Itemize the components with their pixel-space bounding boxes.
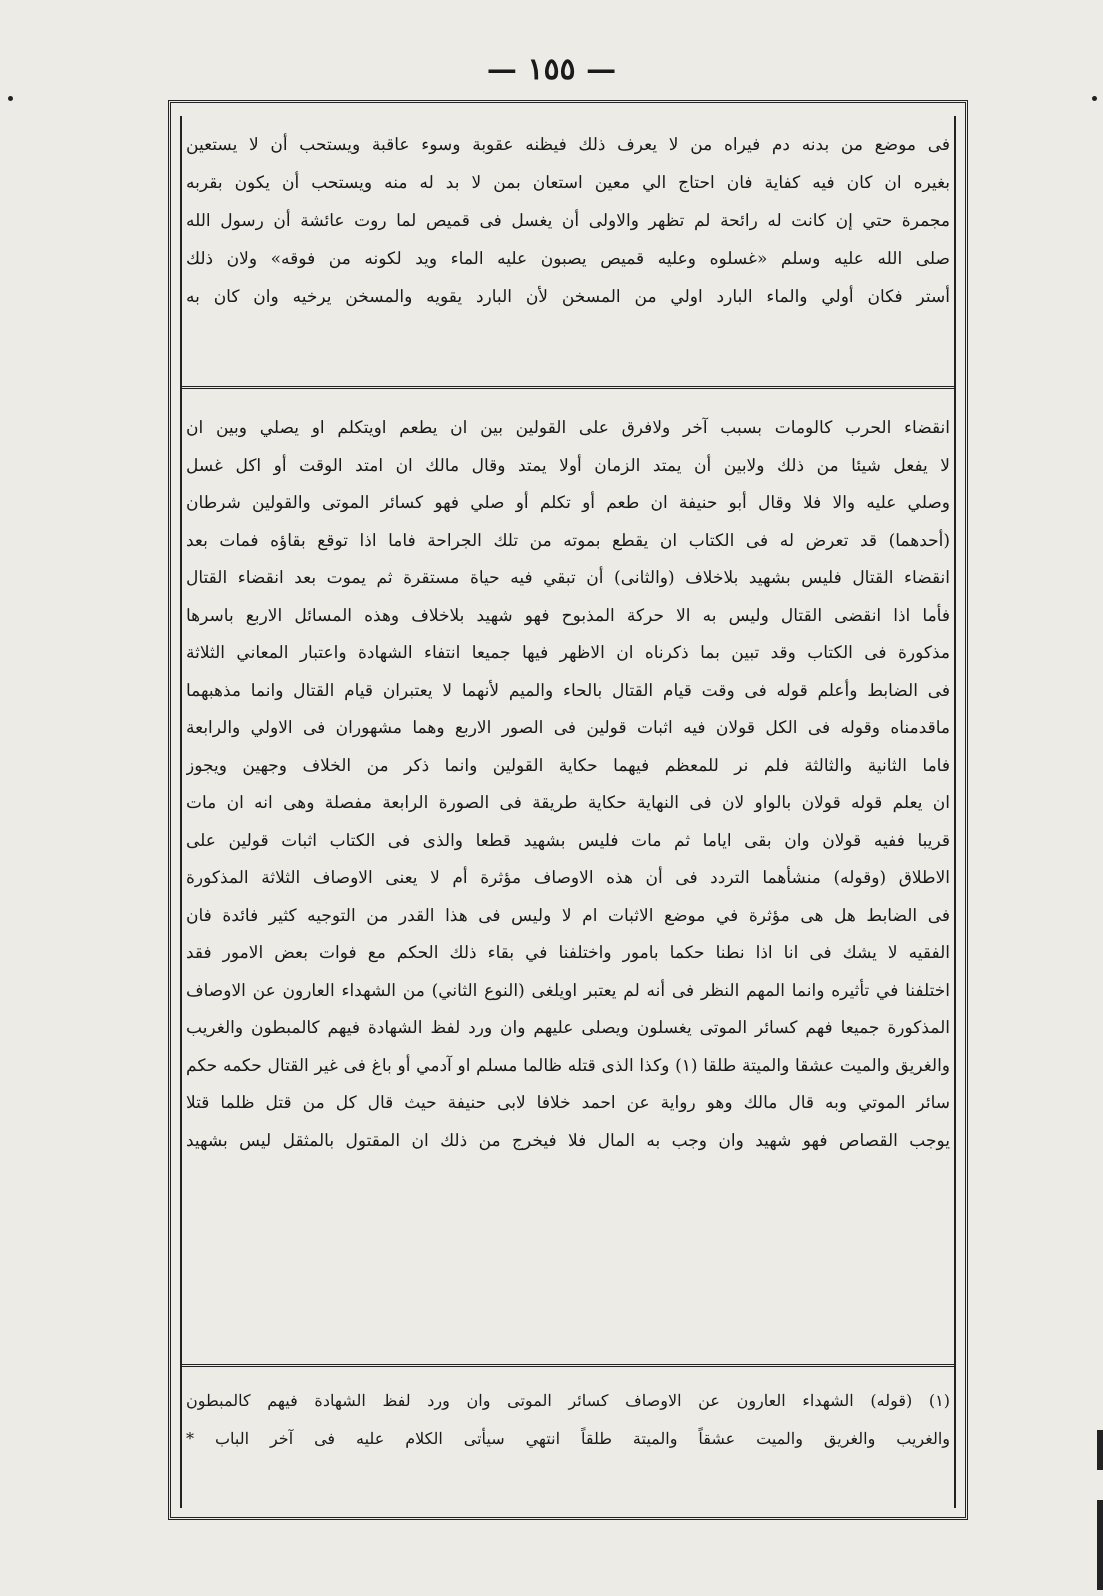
footnote-line: (١) (قوله) الشهداء العارون عن الاوصاف كسائر الموتى وان ورد لفظ الشهادة فيهم كالمبطون [186,1391,950,1410]
text-line: انقضاء الحرب كالومات بسبب آخر ولافرق على القولين بين ان يطعم اويتكلم او يصلي وبين ان [186,418,950,438]
text-line: لا يفعل شيئا من ذلك ولابين أن يمتد الزمان أولا يمتد وقال مالك ان امتد الوقت أو اكل غسل [186,455,950,476]
text-line: بغيره ان كان فيه كفاية فان احتاج الي معين استعان بمن لا بد له منه ويستحب أن يكون بقربه [186,173,950,193]
text-line: مجمرة حتي إن كانت له رائحة لم تظهر والاولى أن يغسل فى قميص لما روت عائشة أن رسول الله [186,211,950,231]
text-line: صلى الله عليه وسلم «غسلوه وعليه قميص يصبون عليه الماء ويد لكونه من فوقه» ولان ذلك [186,249,950,269]
text-line: ان يعلم قوله قولان بالواو لان فى النهاية حكاية طريقة فى الصورة الرابعة مفصلة وهى انه ان مات [186,793,950,813]
text-line: قريبا ففيه قولان وان بقى اياما ثم مات فليس بشهيد قطعا والذى فى الكتاب اثبات قولين على [186,830,950,851]
text-line: فى الضابط وأعلم قوله فى وقت قيام القتال بالحاء والميم لأنهما لا يعتبران قيام القتال وانما مذهبهما [186,680,950,701]
footnote-line: والغريب والغريق والميت عشقاً والميتة طلقاً انتهي سيأتى الكلام عليه فى آخر الباب * [186,1429,950,1448]
text-line: مذكورة فى الكتاب وقد تبين بما ذكرناه ان الاظهر فيها جميعا انتفاء الشهادة واعتبار المعاني الثلاثة [186,643,950,663]
page-number: — ١٥٥ — [486,52,617,87]
text-line: المذكورة جميعا فهم كسائر الموتى يغسلون ويصلى عليهم وان ورد لفظ الشهادة فيهم كالمبطون والغريب [186,1018,950,1038]
text-line: فى موضع من بدنه دم فيراه من لا يعرف ذلك فيظنه عقوبة وسوء عاقبة ويستحب أن لا يستعين [186,135,950,155]
text-line: أستر فكان أولي والماء البارد اولي من المسخن لأن البارد يقويه والمسخن يرخيه وان كان به [186,287,950,307]
text-line: والغريق والميت عشقا والميتة طلقا (١) وكذا الذى قتله ظالما مسلم او آدمي أو باغ فى غير القتال حكمه حكم [186,1055,950,1076]
text-line: اختلفنا في تأثيره وانما المهم النظر فى أنه لم يعتبر اويلغى (النوع الثاني) من الشهداء العارون عن الاوصاف [186,980,950,1001]
scan-speck [1092,96,1097,101]
footnote-divider [180,1364,956,1367]
scan-edge-mark [1097,1430,1103,1470]
text-line: (أحدهما) قد تعرض له فى الكتاب ان يقطع بموته من تلك الجراحة فاما اذا توقع بقاؤه فمات بعد [186,530,950,551]
text-line: سائر الموتي وبه قال مالك وهو رواية عن احمد خلافا لابى حنيفة حيث قال كل من قتل ظلما قتلا [186,1093,950,1113]
main-text [186,410,950,1160]
text-line: وصلي عليه والا فلا وقال أبو حنيفة ان طعم أو تكلم أو صلي فهو كسائر الموتى والقولين شرطان [186,493,950,513]
section-divider [180,386,956,389]
text-line: الاطلاق (وقوله) منشأهما التردد فى أن هذه الاوصاف مؤثرة أم لا يعنى الاوصاف الثلاثة المذكورة [186,868,950,888]
text-line: انقضاء القتال فليس بشهيد بلاخلاف (والثانى) أن تبقي فيه حياة مستقرة ثم يموت بعد انقضاء القتال [186,568,950,588]
scan-edge-mark [1097,1500,1103,1590]
text-line: يوجب القصاص فهو شهيد وان وجب به المال فلا فيخرج من ذلك ان المقتول بالمثقل ليس بشهيد [186,1130,950,1151]
top-commentary-text [186,126,950,316]
text-line: فى الضابط هل هى مؤثرة في موضع الاثبات ام لا وليس فى هذا القدر من التوجيه كثير فائدة فان [186,905,950,926]
text-line: فأما اذا انقضى القتال وليس به الا حركة المذبوح فهو شهيد بلاخلاف وهذه المسائل الاربع باسرها [186,605,950,626]
footnotes [186,1382,950,1458]
text-line: الفقيه لا يشك فى انا اذا نطنا حكما بامور واختلفنا في بقاء ذلك الحكم مع فوات بعض الامور فقد [186,943,950,963]
text-line: ماقدمناه وقوله فى الكل قولان فيه اثبات قولين فى الصور الاربع وهما مشهوران فى الاولي والرابعة [186,718,950,738]
text-line: فاما الثانية والثالثة فلم نر للمعظم فيهما حكاية القولين وانما ذكر من الخلاف وجهين ويجوز [186,755,950,776]
scan-speck [8,96,13,101]
